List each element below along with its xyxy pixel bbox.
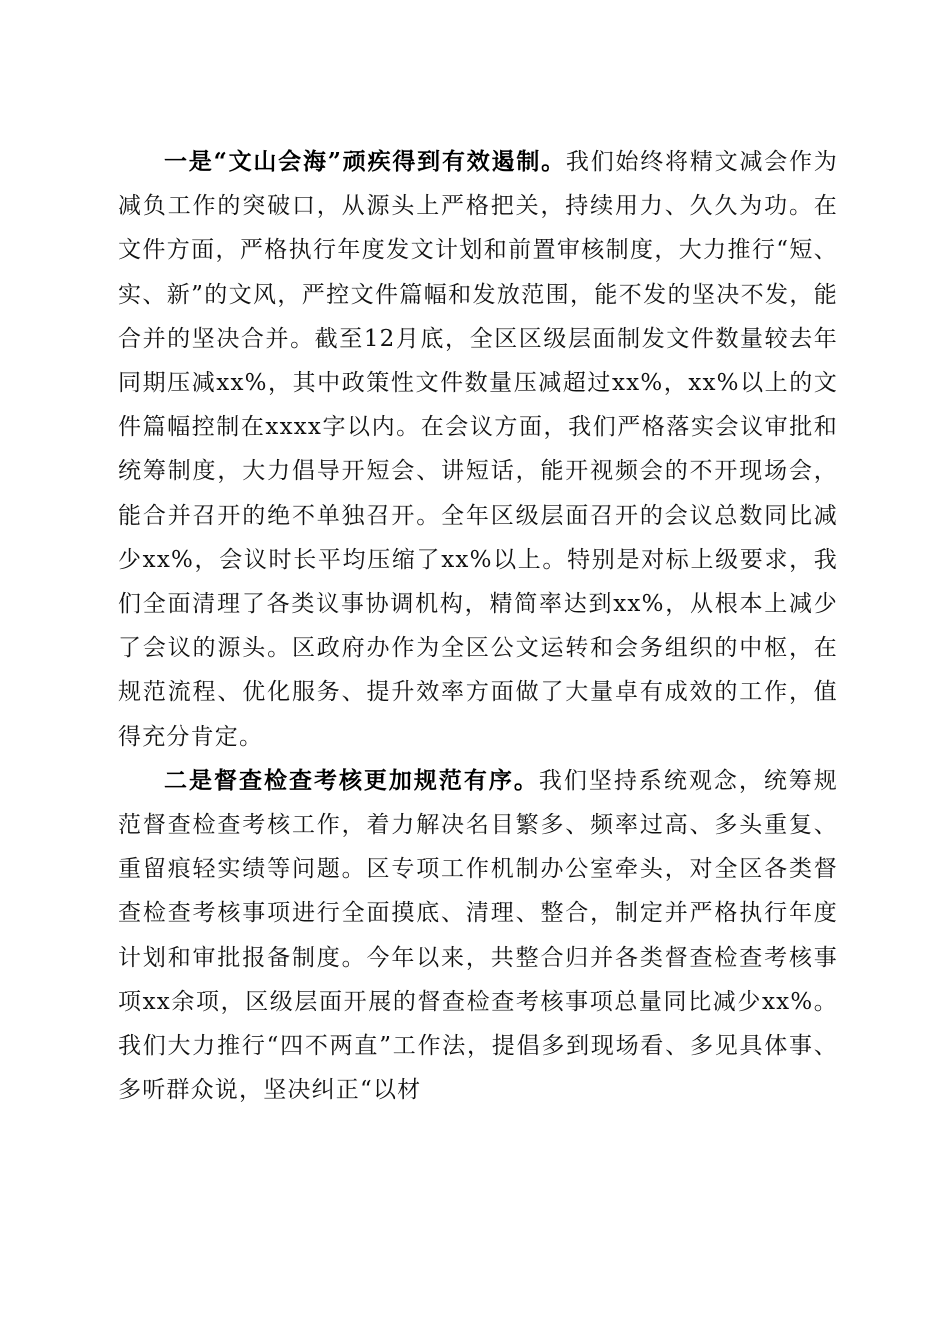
document-body [118, 140, 838, 1112]
paragraph-2 [118, 759, 838, 1113]
paragraph-2-body: 我们坚持系统观念，统筹规范督查检查考核工作，着力解决名目繁多、频率过高、多头重复、重留痕轻实绩等问题。区专项工作机制办公室牵头，对全区各类督查检查考核事项进行全面摸底、清理、整合，制定并严格执行年度计划和审批报备制度。今年以来，共整合归并各类督查检查考核事项xx余项，区级层面开展的督查检查考核事项总量同比减少xx%。我们大力推行“四不两直”工作法，提倡多到现场看、多见具体事、多听群众说，坚决纠正“以材 [118, 767, 839, 1104]
paragraph-1-lead: 一是“文山会海”顽疾得到有效遏制。 [164, 148, 566, 175]
paragraph-2-lead: 二是督查检查考核更加规范有序。 [164, 766, 539, 794]
paragraph-1 [118, 140, 838, 759]
paragraph-1-body: 我们始终将精文减会作为减负工作的突破口，从源头上严格把关，持续用力、久久为功。在文件方面，严格执行年度发文计划和前置审核制度，大力推行“短、实、新”的文风，严控文件篇幅和发放范围，能不发的坚决不发，能合并的坚决合并。截至12月底，全区区级层面制发文件数量较去年同期压减xx%，其中政策性文件数量压减超过xx%，xx%以上的文件篇幅控制在xxxx字以内。在会议方面，我们严格落实会议审批和统筹制度，大力倡导开短会、讲短话，能开视频会的不开现场会，能合并召开的绝不单独召开。全年区级层面召开的会议总数同比减少xx%，会议时长平均压缩了xx%以上。特别是对标上级要求，我们全面清理了各类议事协调机构，精简率达到xx%，从根本上减少了会议的源头。区政府办作为全区公文运转和会务组织的中枢，在规范流程、优化服务、提升效率方面做了大量卓有成效的工作，值得充分肯定。 [118, 149, 839, 750]
